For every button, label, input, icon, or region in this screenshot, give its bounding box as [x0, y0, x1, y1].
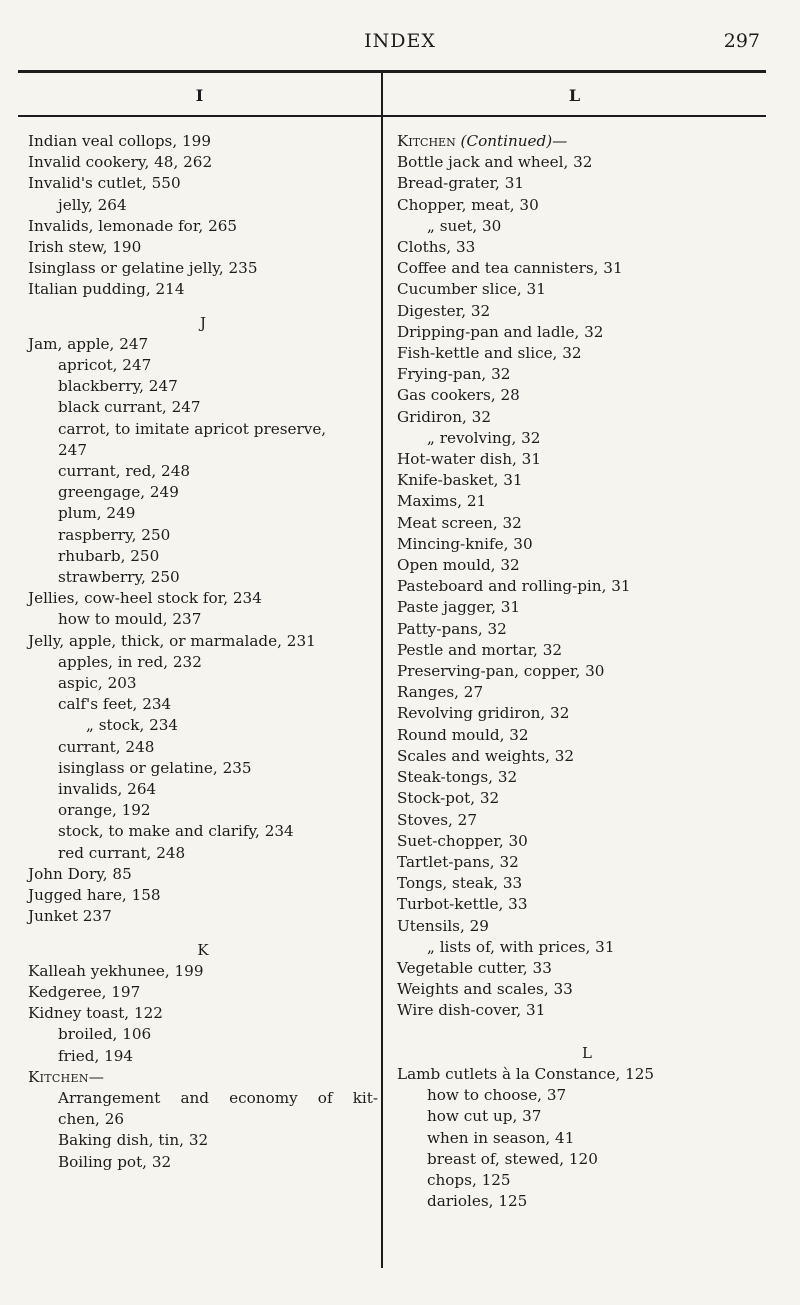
index-entry: Stoves, 27 [397, 810, 477, 829]
index-entry: Maxims, 21 [397, 492, 487, 511]
index-entry: Open mould, 32 [397, 556, 520, 575]
index-subentry: strawberry, 250 [58, 568, 180, 587]
index-subentry: isinglass or gelatine, 235 [58, 758, 252, 777]
index-entry: Turbot-kettle, 33 [397, 895, 528, 914]
index-entry: Ranges, 27 [397, 683, 484, 702]
index-entry: Jelly, apple, thick, or marmalade, 231 [28, 631, 316, 650]
index-entry: Italian pudding, 214 [28, 280, 185, 299]
index-entry: Dripping-pan and ladle, 32 [397, 322, 604, 341]
index-entry: Jugged hare, 158 [28, 886, 161, 905]
index-entry: Scales and weights, 32 [397, 746, 575, 765]
index-entry-kitchen-continued [397, 131, 777, 152]
index-subentry: breast of, stewed, 120 [427, 1149, 598, 1168]
index-subentry: blackberry, 247 [58, 377, 178, 396]
index-subentry-ditto: „ revolving, 32 [427, 428, 541, 447]
column-divider [381, 72, 383, 1268]
index-subentry: Arrangement and economy of kit- [58, 1088, 378, 1107]
index-subentry: broiled, 106 [58, 1025, 152, 1044]
index-entry: Bottle jack and wheel, 32 [397, 153, 593, 172]
index-entry: Revolving gridiron, 32 [397, 704, 570, 723]
index-subentry: how to choose, 37 [427, 1086, 567, 1105]
index-entry: Jam, apple, 247 [28, 334, 149, 353]
section-letter-l: L [582, 1043, 592, 1062]
index-entry: Cloths, 33 [397, 238, 476, 257]
section-gap [28, 928, 378, 940]
index-subentry: carrot, to imitate apricot preserve, [58, 419, 327, 438]
index-entry: Paste jagger, 31 [397, 598, 521, 617]
index-subentry: currant, red, 248 [58, 462, 191, 481]
index-entry: Fish-kettle and slice, 32 [397, 344, 582, 363]
index-entry: Indian veal collops, 199 [28, 132, 211, 150]
index-subentry: Baking dish, tin, 32 [58, 1131, 209, 1150]
index-entry: Invalids, lemonade for, 265 [28, 216, 238, 235]
index-entry: Invalid's cutlet, 550 [28, 174, 181, 193]
index-subentry: greengage, 249 [58, 483, 179, 502]
index-entry: Gridiron, 32 [397, 407, 491, 426]
index-entry: Chopper, meat, 30 [397, 195, 539, 214]
index-subentry: how cut up, 37 [427, 1107, 542, 1126]
page-header [0, 30, 800, 60]
index-entry: Utensils, 29 [397, 916, 489, 935]
page-title: INDEX [364, 30, 436, 52]
index-entry: Suet-chopper, 30 [397, 831, 528, 850]
index-subentry: darioles, 125 [427, 1192, 528, 1211]
index-subentry-continuation: chen, 26 [58, 1110, 125, 1129]
top-rule [18, 70, 766, 73]
index-entry: Isinglass or gelatine jelly, 235 [28, 259, 258, 278]
index-entry: Jellies, cow-heel stock for, 234 [28, 589, 262, 608]
index-subentry: black currant, 247 [58, 398, 201, 417]
index-entry: Tartlet-pans, 32 [397, 852, 519, 871]
index-subentry: Boiling pot, 32 [58, 1152, 172, 1171]
index-subentry: apples, in red, 232 [58, 652, 202, 671]
index-subentry: jelly, 264 [58, 195, 127, 214]
index-entry: Coffee and tea cannisters, 31 [397, 259, 623, 278]
index-subentry: invalids, 264 [58, 780, 157, 799]
index-entry: Patty-pans, 32 [397, 619, 507, 638]
index-subentry-ditto: „ stock, 234 [86, 716, 179, 735]
index-entry: Junket 237 [28, 907, 112, 926]
index-subentry: currant, 248 [58, 737, 155, 756]
index-entry: Bread-grater, 31 [397, 174, 525, 193]
left-column [28, 131, 378, 1173]
index-subentry: raspberry, 250 [58, 525, 171, 544]
index-entry: Meat screen, 32 [397, 513, 522, 532]
index-entry: Frying-pan, 32 [397, 365, 511, 384]
right-column-heading: L [568, 86, 581, 105]
index-entry: Invalid cookery, 48, 262 [28, 153, 213, 172]
index-entry: Stock-pot, 32 [397, 789, 500, 808]
index-subentry: chops, 125 [427, 1170, 511, 1189]
index-subentry: plum, 249 [58, 504, 136, 523]
index-entry: Knife-basket, 31 [397, 471, 523, 490]
kitchen-heading: Kitchen [397, 132, 456, 150]
index-entry-kitchen: Kitchen— [28, 1067, 105, 1086]
index-subentry: when in season, 41 [427, 1128, 575, 1147]
index-entry: Weights and scales, 33 [397, 980, 573, 999]
index-entry: Gas cookers, 28 [397, 386, 520, 405]
index-entry: Steak-tongs, 32 [397, 768, 518, 787]
section-gap [397, 1022, 777, 1043]
index-entry: Preserving-pan, copper, 30 [397, 662, 605, 681]
index-entry: Kalleah yekhunee, 199 [28, 961, 204, 980]
index-entry: Tongs, steak, 33 [397, 874, 523, 893]
index-entry: Hot-water dish, 31 [397, 450, 541, 469]
index-subentry: how to mould, 237 [58, 610, 202, 629]
index-entry: Lamb cutlets à la Constance, 125 [397, 1064, 655, 1083]
page-number: 297 [723, 30, 760, 52]
index-subentry-continuation: 247 [58, 440, 87, 459]
index-entry: Round mould, 32 [397, 725, 529, 744]
index-subentry: red currant, 248 [58, 843, 186, 862]
index-subentry-ditto: „ lists of, with prices, 31 [427, 937, 615, 956]
index-subentry: fried, 194 [58, 1046, 134, 1065]
index-entry: John Dory, 85 [28, 864, 132, 883]
index-entry: Cucumber slice, 31 [397, 280, 546, 299]
index-subentry: apricot, 247 [58, 356, 152, 375]
index-subentry: calf's feet, 234 [58, 695, 172, 714]
index-subentry: orange, 192 [58, 801, 151, 820]
section-letter-k: K [197, 940, 209, 959]
index-entry: Mincing-knife, 30 [397, 534, 533, 553]
section-letter-j: J [199, 313, 206, 332]
right-column [397, 131, 777, 1212]
left-column-heading: I [195, 86, 204, 105]
section-gap [28, 301, 378, 313]
index-entry: Digester, 32 [397, 301, 491, 320]
left-heading-rule [18, 115, 381, 117]
index-subentry-ditto: „ suet, 30 [427, 216, 502, 235]
index-subentry: stock, to make and clarify, 234 [58, 822, 294, 841]
index-entry: Pestle and mortar, 32 [397, 640, 563, 659]
index-entry: Vegetable cutter, 33 [397, 958, 552, 977]
continued-label: (Continued)— [460, 132, 568, 150]
index-entry: Kidney toast, 122 [28, 1004, 163, 1023]
index-entry: Kedgeree, 197 [28, 982, 141, 1001]
index-subentry: rhubarb, 250 [58, 546, 160, 565]
index-entry: Pasteboard and rolling-pin, 31 [397, 577, 631, 596]
index-subentry: aspic, 203 [58, 674, 137, 693]
index-entry: Wire dish-cover, 31 [397, 1001, 546, 1020]
index-entry: Irish stew, 190 [28, 238, 142, 257]
right-heading-rule [383, 115, 766, 117]
